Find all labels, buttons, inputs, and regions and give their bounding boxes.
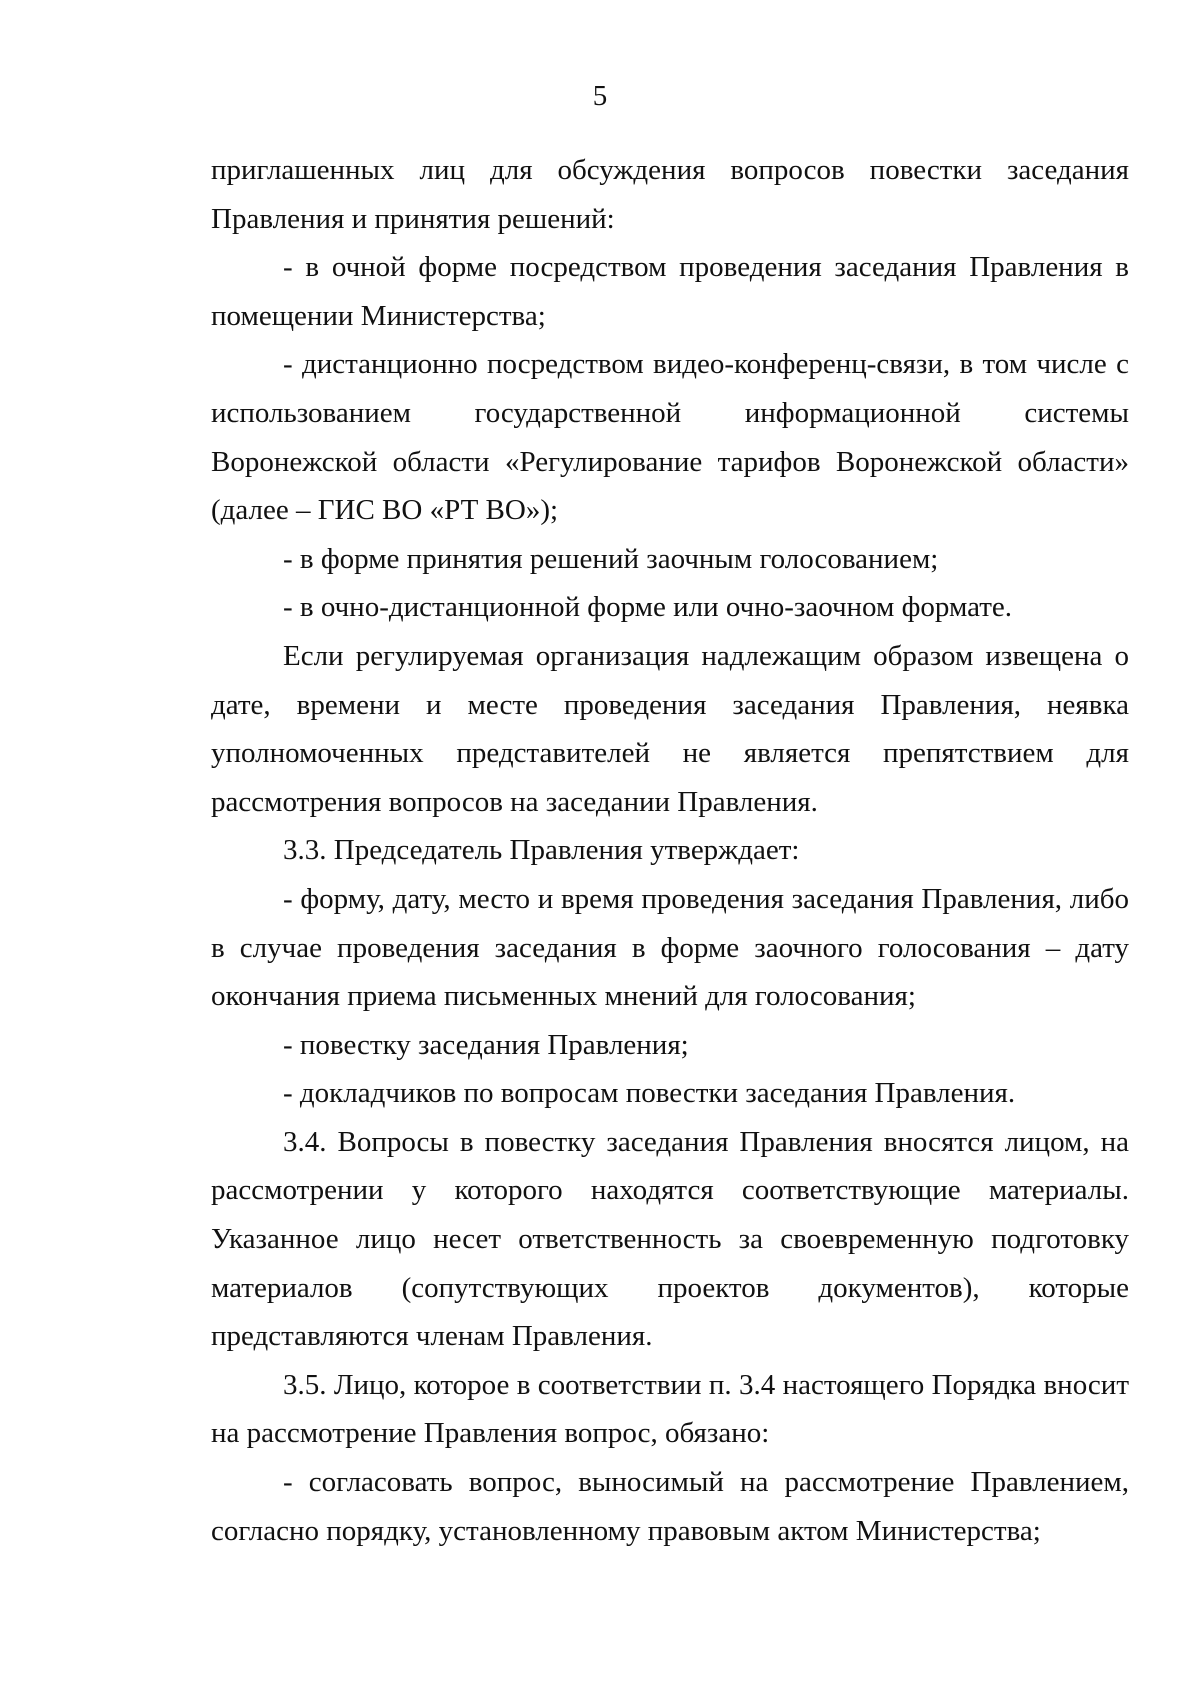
list-item-absentee-voting: - в форме принятия решений заочным голосованием; bbox=[283, 542, 939, 575]
page-number: 5 bbox=[592, 80, 608, 112]
list-item-form-date: - форму, дату, место и время проведения заседания Правления, либо в случае проведения заседания в форме заочного голосования – дату окончания приема письменных мнений для голосования; bbox=[211, 882, 1129, 1013]
list-item-mixed-format: - в очно-дистанционной форме или очно-заочном формате. bbox=[283, 591, 1013, 624]
clause-3-3: 3.3. Председатель Правления утверждает: bbox=[283, 834, 800, 867]
paragraph-non-attendance: Если регулируемая организация надлежащим образом извещена о дате, времени и месте проведения заседания Правления, неявка уполномоченных представителей не является препятствием для рассмотрения вопросов на заседании Правления. bbox=[211, 639, 1129, 818]
list-item-in-person: - в очной форме посредством проведения заседания Правления в помещении Министерства; bbox=[211, 251, 1129, 332]
clause-3-4: 3.4. Вопросы в повестку заседания Правления вносятся лицом, на рассмотрении у которого находятся соответствующие материалы. Указанное лицо несет ответственность за своевременную подготовку материалов (сопутствующих проектов документов), которые представляются членам Правления. bbox=[211, 1125, 1129, 1353]
list-item-agree-issue: - согласовать вопрос, выносимый на рассмотрение Правлением, согласно порядку, установленному правовым актом Министерства; bbox=[211, 1466, 1129, 1547]
clause-3-5: 3.5. Лицо, которое в соответствии п. 3.4 настоящего Порядка вносит на рассмотрение Правления вопрос, обязано: bbox=[211, 1368, 1129, 1450]
paragraph-continuation: приглашенных лиц для обсуждения вопросов повестки заседания Правления и принятия решений: bbox=[211, 154, 1129, 235]
list-item-agenda: - повестку заседания Правления; bbox=[283, 1028, 689, 1061]
document-body bbox=[211, 146, 1129, 1555]
list-item-speakers: - докладчиков по вопросам повестки заседания Правления. bbox=[283, 1077, 1016, 1110]
list-item-remote: - дистанционно посредством видео-конференц-связи, в том числе с использованием государственной информационной системы Воронежской области «Регулирование тарифов Воронежской области» (далее – ГИС ВО «РТ ВО»); bbox=[211, 348, 1129, 527]
